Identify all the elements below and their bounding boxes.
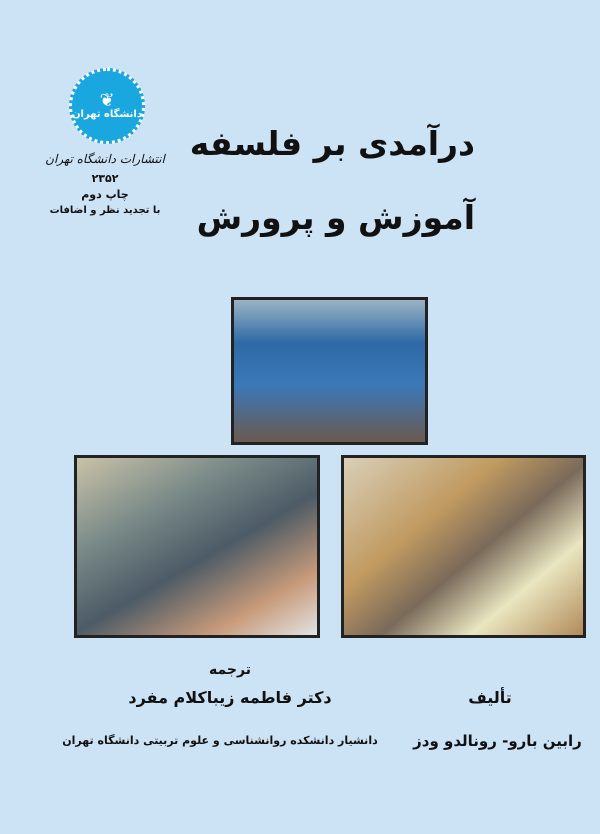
edition: چاپ دوم [81, 188, 129, 201]
students-circle-photo [231, 297, 428, 445]
edition-note: با تجدید نظر و اضافات [49, 205, 161, 216]
title-line-1: درآمدی بر فلسفه [189, 124, 475, 163]
classroom-photo-right [341, 455, 586, 638]
title-line-2: آموزش و پرورش [196, 198, 475, 237]
wings-emblem-icon: ❦ [99, 89, 115, 111]
translator-affiliation: دانشیار دانشکده روانشناسی و علوم تربیتی دانشگاه تهران [62, 734, 378, 747]
publisher-name: انتشارات دانشگاه تهران [45, 152, 165, 166]
university-logo [69, 68, 145, 144]
authors: رابین بارو- رونالدو ودز [413, 732, 582, 750]
publication-number: ۲۳۵۲ [91, 172, 119, 185]
translator-name: دکتر فاطمه زیباکلام مفرد [128, 688, 332, 707]
authorship-label: تألیف [468, 688, 512, 707]
classroom-photo-left [74, 455, 320, 638]
logo-text: دانشگاه تهران [72, 108, 142, 120]
translation-label: ترجمه [209, 662, 251, 678]
